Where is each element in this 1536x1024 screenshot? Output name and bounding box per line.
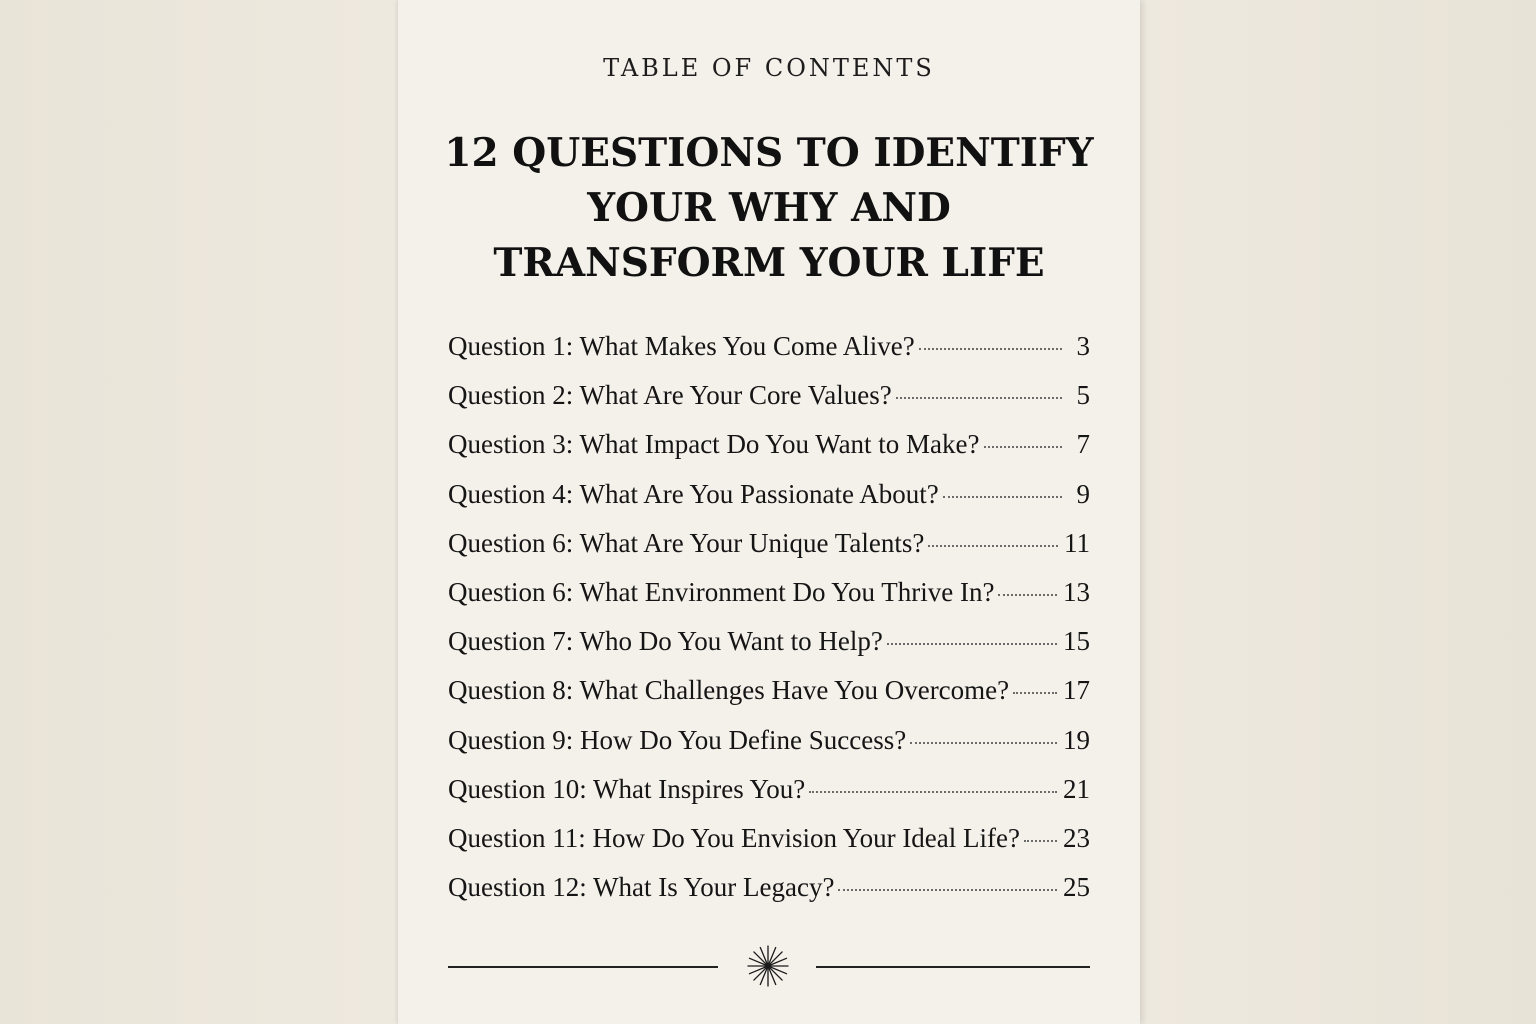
toc-list xyxy=(448,331,1090,921)
toc-entry-page: 7 xyxy=(1076,429,1090,460)
divider-line-right xyxy=(816,966,1090,968)
dot-leader xyxy=(838,889,1057,891)
dot-leader xyxy=(1024,840,1057,842)
toc-entry-title: Question 1: What Makes You Come Alive? xyxy=(448,331,915,361)
toc-entry-page: 17 xyxy=(1063,675,1090,706)
toc-entry[interactable] xyxy=(448,774,1090,823)
toc-entry[interactable] xyxy=(448,626,1090,675)
book-page xyxy=(398,0,1140,1024)
title-line-2: YOUR WHY AND xyxy=(587,185,951,231)
toc-heading: TABLE OF CONTENTS xyxy=(603,54,935,82)
toc-entry-page: 9 xyxy=(1076,478,1090,509)
title-line-3: TRANSFORM YOUR LIFE xyxy=(493,240,1045,286)
toc-entry-page: 19 xyxy=(1063,724,1090,755)
toc-entry[interactable] xyxy=(448,725,1090,774)
dot-leader xyxy=(998,594,1057,596)
toc-entry-title: Question 12: What Is Your Legacy? xyxy=(448,872,835,903)
dot-leader xyxy=(919,348,1062,350)
toc-entry-title: Question 7: Who Do You Want to Help? xyxy=(448,626,883,657)
toc-entry-title: Question 3: What Impact Do You Want to Make? xyxy=(448,429,980,460)
dot-leader xyxy=(910,742,1057,744)
toc-entry-title: Question 2: What Are Your Core Values? xyxy=(448,380,892,411)
toc-entry-title: Question 11: How Do You Envision Your Ideal Life? xyxy=(448,822,1020,853)
toc-entry-page: 11 xyxy=(1064,527,1090,558)
dot-leader xyxy=(809,791,1057,793)
book-title xyxy=(438,126,1100,291)
divider-line-left xyxy=(448,966,718,968)
toc-entry[interactable] xyxy=(448,380,1090,429)
toc-entry[interactable] xyxy=(448,479,1090,528)
starburst-icon xyxy=(745,943,791,989)
dot-leader xyxy=(896,397,1062,399)
toc-entry[interactable] xyxy=(448,528,1090,577)
toc-entry-title: Question 6: What Environment Do You Thrive In? xyxy=(448,576,995,607)
toc-entry-title: Question 10: What Inspires You? xyxy=(448,773,806,804)
dot-leader xyxy=(928,545,1058,547)
toc-entry-page: 13 xyxy=(1063,576,1090,607)
toc-entry-page: 3 xyxy=(1076,331,1090,361)
toc-entry-title: Question 6: What Are Your Unique Talents? xyxy=(448,527,925,558)
toc-entry[interactable] xyxy=(448,577,1090,626)
toc-entry-title: Question 9: How Do You Define Success? xyxy=(448,724,907,755)
toc-entry-page: 25 xyxy=(1063,872,1090,903)
dot-leader xyxy=(943,496,1062,498)
toc-entry-page: 21 xyxy=(1063,773,1090,804)
toc-entry[interactable] xyxy=(448,675,1090,724)
toc-entry[interactable] xyxy=(448,823,1090,872)
toc-entry[interactable] xyxy=(448,331,1090,380)
title-line-1: 12 QUESTIONS TO IDENTIFY xyxy=(444,130,1094,176)
toc-entry[interactable] xyxy=(448,429,1090,478)
toc-entry-page: 15 xyxy=(1063,626,1090,657)
toc-entry[interactable] xyxy=(448,872,1090,921)
dot-leader xyxy=(984,446,1062,448)
dot-leader xyxy=(887,643,1057,645)
toc-entry-page: 5 xyxy=(1076,380,1090,411)
dot-leader xyxy=(1013,692,1057,694)
toc-entry-title: Question 4: What Are You Passionate About? xyxy=(448,478,939,509)
toc-entry-title: Question 8: What Challenges Have You Overcome? xyxy=(448,675,1010,706)
toc-entry-page: 23 xyxy=(1063,822,1090,853)
